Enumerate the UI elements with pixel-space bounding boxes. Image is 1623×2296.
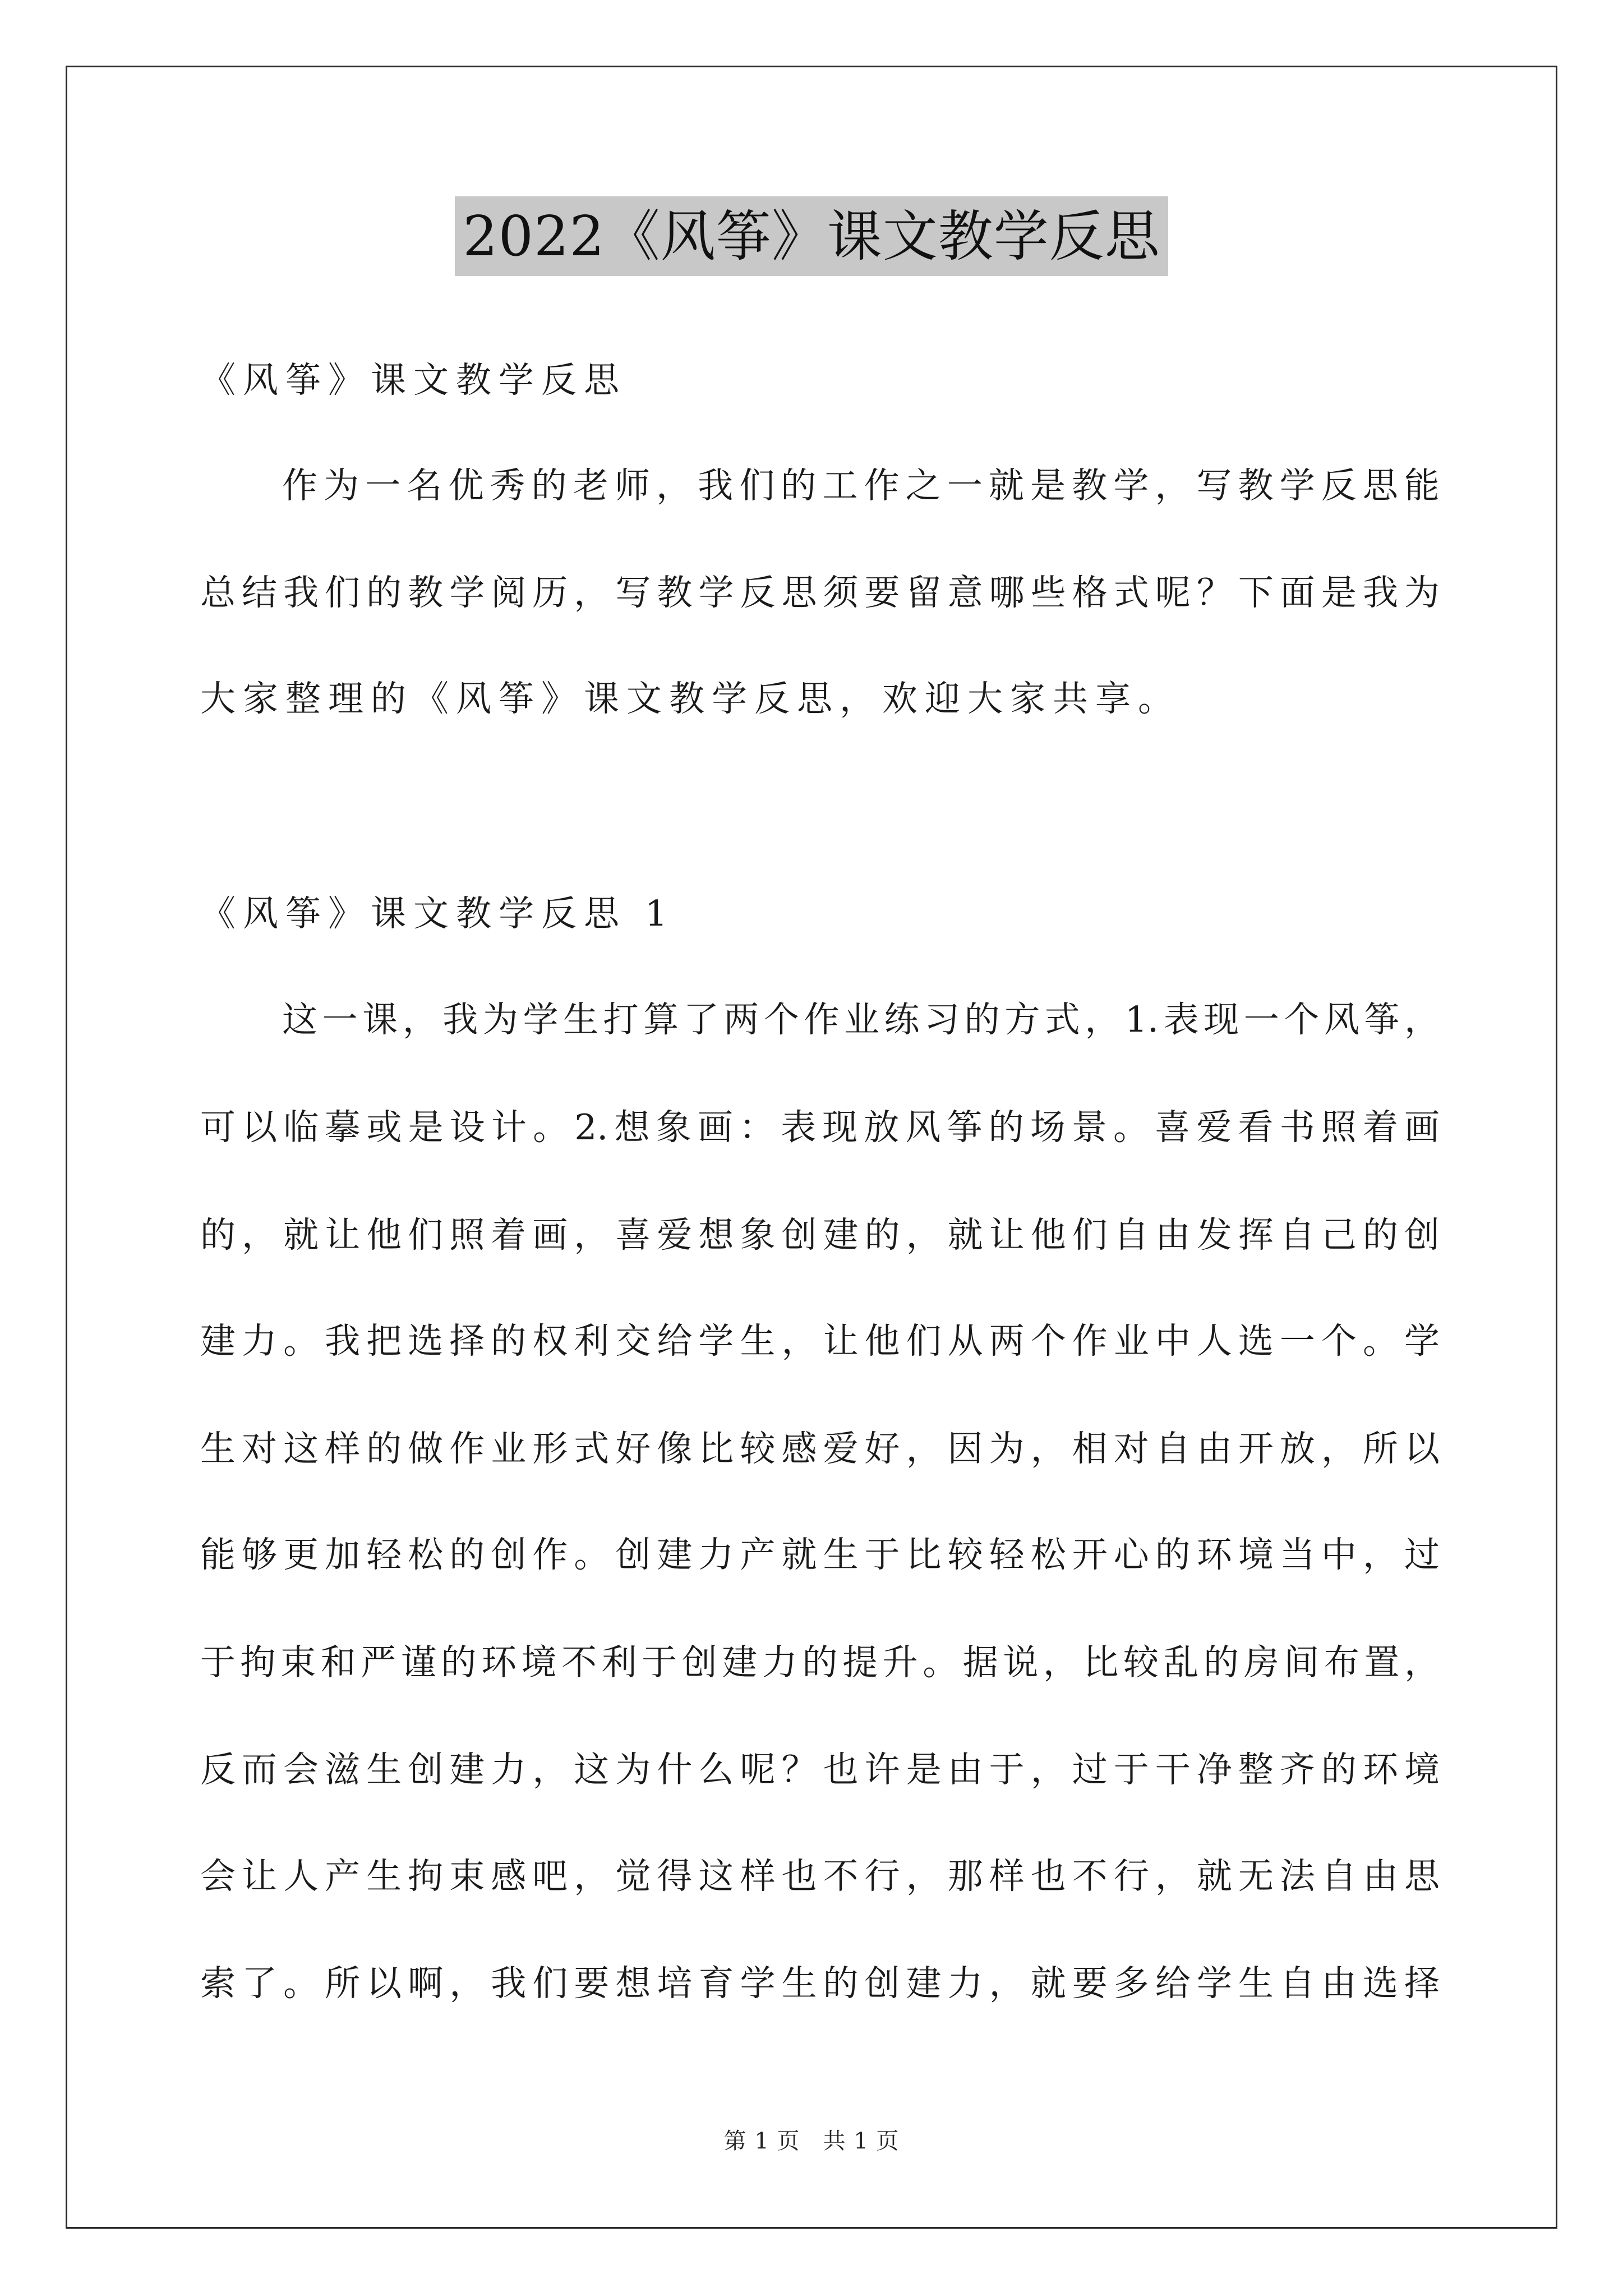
- intro-line: 作为一名优秀的老师，我们的工作之一就是教学，写教学反思能: [282, 465, 1440, 506]
- title-container: [0, 196, 1623, 276]
- subtitle: 《风筝》课文教学反思: [200, 360, 626, 401]
- section-heading: 《风筝》课文教学反思 1: [200, 893, 675, 934]
- intro-line: 大家整理的《风筝》课文教学反思，欢迎大家共享。: [200, 678, 1181, 719]
- body-line: 可以临摹或是设计。2.想象画：表现放风筝的场景。喜爱看书照着画: [200, 1107, 1440, 1148]
- intro-line: 总结我们的教学阅历，写教学反思须要留意哪些格式呢？下面是我为: [200, 572, 1440, 613]
- body-line: 反而会滋生创建力，这为什么呢？也许是由于，过于干净整齐的环境: [200, 1749, 1440, 1790]
- body-line: 的，就让他们照着画，喜爱想象创建的，就让他们自由发挥自己的创: [200, 1214, 1440, 1255]
- body-line: 于拘束和严谨的环境不利于创建力的提升。据说，比较乱的房间布置，: [200, 1642, 1440, 1683]
- body-line: 建力。我把选择的权利交给学生，让他们从两个作业中人选一个。学: [200, 1320, 1440, 1361]
- body-line: 这一课，我为学生打算了两个作业练习的方式，1.表现一个风筝，: [282, 999, 1440, 1040]
- document-title: 2022《风筝》课文教学反思: [455, 196, 1168, 276]
- body-line: 会让人产生拘束感吧，觉得这样也不行，那样也不行，就无法自由思: [200, 1856, 1440, 1897]
- body-line: 能够更加轻松的创作。创建力产就生于比较轻松开心的环境当中，过: [200, 1534, 1440, 1575]
- page-footer: 第 1 页 共 1 页: [723, 2128, 900, 2154]
- body-line: 索了。所以啊，我们要想培育学生的创建力，就要多给学生自由选择: [200, 1963, 1440, 2004]
- body-line: 生对这样的做作业形式好像比较感爱好，因为，相对自由开放，所以: [200, 1428, 1440, 1469]
